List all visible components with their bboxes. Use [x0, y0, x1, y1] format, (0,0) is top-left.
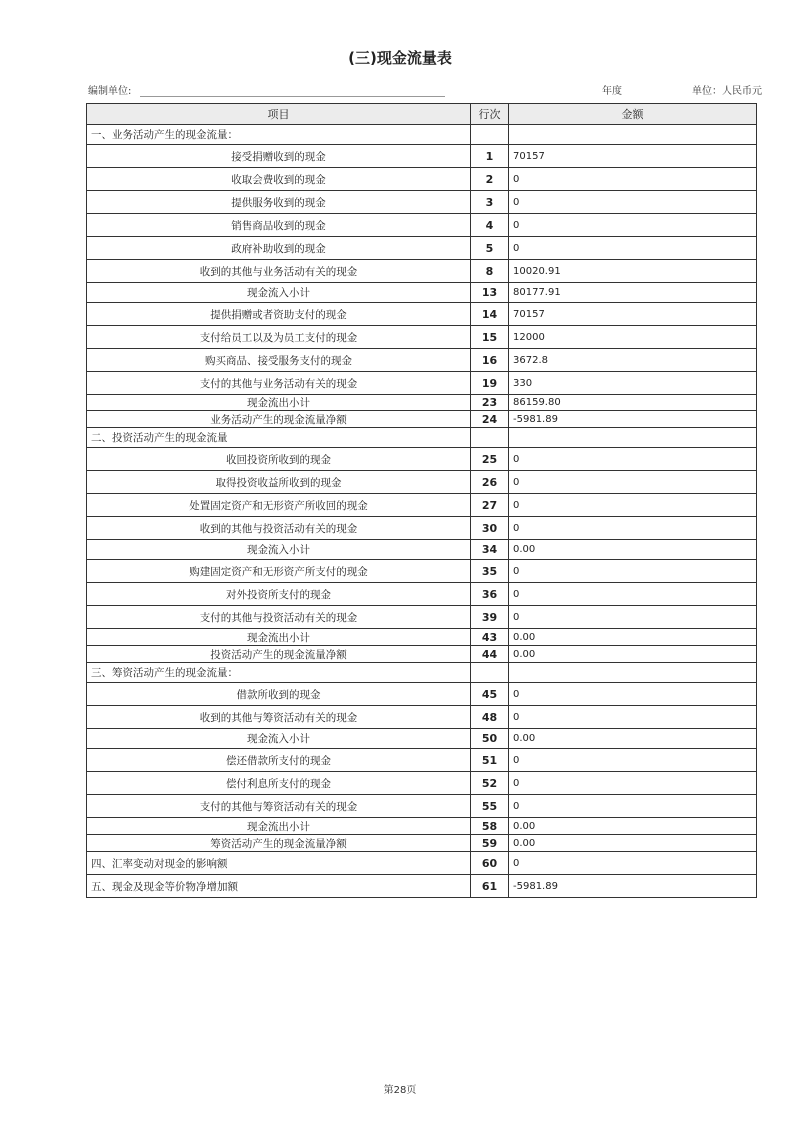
row-amount: 0	[509, 749, 757, 772]
row-line-number: 3	[471, 191, 509, 214]
row-item: 二、投资活动产生的现金流量	[87, 428, 471, 448]
row-line-number: 36	[471, 583, 509, 606]
table-row	[87, 663, 757, 683]
row-amount: 0	[509, 852, 757, 875]
row-item: 收回投资所收到的现金	[87, 448, 471, 471]
table-row	[87, 629, 757, 646]
row-amount: 0.00	[509, 540, 757, 560]
row-line-number: 15	[471, 326, 509, 349]
table-row	[87, 583, 757, 606]
row-item: 支付给员工以及为员工支付的现金	[87, 326, 471, 349]
row-amount: 0	[509, 494, 757, 517]
row-line-number: 26	[471, 471, 509, 494]
row-amount: 330	[509, 372, 757, 395]
row-line-number: 14	[471, 303, 509, 326]
cash-flow-table	[86, 103, 757, 898]
row-line-number	[471, 428, 509, 448]
page-number: 第28页	[383, 1085, 417, 1096]
table-row	[87, 875, 757, 898]
row-line-number: 4	[471, 214, 509, 237]
table-row	[87, 517, 757, 540]
row-amount: 0	[509, 168, 757, 191]
row-amount	[509, 125, 757, 145]
row-amount: 0.00	[509, 729, 757, 749]
row-line-number: 23	[471, 395, 509, 411]
row-line-number: 1	[471, 145, 509, 168]
table-row	[87, 214, 757, 237]
row-item: 对外投资所支付的现金	[87, 583, 471, 606]
row-amount: 0	[509, 683, 757, 706]
row-line-number: 60	[471, 852, 509, 875]
row-line-number: 5	[471, 237, 509, 260]
table-row	[87, 303, 757, 326]
row-amount: -5981.89	[509, 875, 757, 898]
row-amount: 70157	[509, 303, 757, 326]
row-item: 偿付利息所支付的现金	[87, 772, 471, 795]
row-amount: 0	[509, 517, 757, 540]
row-line-number: 39	[471, 606, 509, 629]
row-line-number: 8	[471, 260, 509, 283]
row-amount: 0.00	[509, 835, 757, 852]
row-amount	[509, 663, 757, 683]
table-row	[87, 835, 757, 852]
row-amount: 0.00	[509, 629, 757, 646]
row-item: 投资活动产生的现金流量净额	[87, 646, 471, 663]
table-row	[87, 795, 757, 818]
table-row	[87, 395, 757, 411]
table-row	[87, 145, 757, 168]
row-line-number: 13	[471, 283, 509, 303]
table-row	[87, 560, 757, 583]
table-row	[87, 260, 757, 283]
table-row	[87, 237, 757, 260]
row-amount: 0	[509, 448, 757, 471]
row-item: 收到的其他与业务活动有关的现金	[87, 260, 471, 283]
row-line-number	[471, 663, 509, 683]
row-item: 购买商品、接受服务支付的现金	[87, 349, 471, 372]
table-row	[87, 683, 757, 706]
row-line-number: 48	[471, 706, 509, 729]
row-item: 收取会费收到的现金	[87, 168, 471, 191]
row-item: 三、筹资活动产生的现金流量：	[87, 663, 471, 683]
row-item: 筹资活动产生的现金流量净额	[87, 835, 471, 852]
year-label: 年度	[602, 86, 622, 97]
table-row	[87, 372, 757, 395]
row-item: 销售商品收到的现金	[87, 214, 471, 237]
table-header-row	[87, 104, 757, 125]
row-line-number: 2	[471, 168, 509, 191]
row-item: 接受捐赠收到的现金	[87, 145, 471, 168]
row-item: 五、现金及现金等价物净增加额	[87, 875, 471, 898]
row-amount: 10020.91	[509, 260, 757, 283]
page-title: (三)现金流量表	[348, 49, 452, 67]
table-row	[87, 706, 757, 729]
row-line-number: 25	[471, 448, 509, 471]
table-row	[87, 191, 757, 214]
row-item: 现金流出小计	[87, 395, 471, 411]
row-line-number: 19	[471, 372, 509, 395]
row-item: 现金流入小计	[87, 540, 471, 560]
row-item: 四、汇率变动对现金的影响额	[87, 852, 471, 875]
row-item: 政府补助收到的现金	[87, 237, 471, 260]
table-row	[87, 646, 757, 663]
row-line-number	[471, 125, 509, 145]
row-line-number: 16	[471, 349, 509, 372]
row-amount: 12000	[509, 326, 757, 349]
table-row	[87, 283, 757, 303]
table-row	[87, 729, 757, 749]
row-line-number: 52	[471, 772, 509, 795]
row-item: 现金流出小计	[87, 629, 471, 646]
row-line-number: 44	[471, 646, 509, 663]
unit-label: 单位：人民币元	[692, 86, 762, 97]
table-row	[87, 326, 757, 349]
row-line-number: 59	[471, 835, 509, 852]
table-row	[87, 772, 757, 795]
row-line-number: 35	[471, 560, 509, 583]
row-item: 借款所收到的现金	[87, 683, 471, 706]
row-item: 处置固定资产和无形资产所收回的现金	[87, 494, 471, 517]
table-row	[87, 428, 757, 448]
row-line-number: 30	[471, 517, 509, 540]
table-row	[87, 606, 757, 629]
row-amount: 0	[509, 214, 757, 237]
table-row	[87, 852, 757, 875]
row-item: 偿还借款所支付的现金	[87, 749, 471, 772]
row-line-number: 24	[471, 411, 509, 428]
row-line-number: 50	[471, 729, 509, 749]
table-row	[87, 471, 757, 494]
row-item: 业务活动产生的现金流量净额	[87, 411, 471, 428]
org-blank-line	[140, 96, 445, 97]
row-item: 支付的其他与业务活动有关的现金	[87, 372, 471, 395]
header-amount: 金额	[509, 104, 757, 125]
row-amount: -5981.89	[509, 411, 757, 428]
row-item: 现金流出小计	[87, 818, 471, 835]
table-row	[87, 818, 757, 835]
table-row	[87, 168, 757, 191]
row-amount: 80177.91	[509, 283, 757, 303]
row-amount: 0	[509, 560, 757, 583]
row-item: 购建固定资产和无形资产所支付的现金	[87, 560, 471, 583]
table-row	[87, 749, 757, 772]
table-row	[87, 125, 757, 145]
row-line-number: 27	[471, 494, 509, 517]
table-row	[87, 540, 757, 560]
row-amount: 0	[509, 795, 757, 818]
row-item: 提供捐赠或者资助支付的现金	[87, 303, 471, 326]
row-amount: 0.00	[509, 646, 757, 663]
row-amount: 0	[509, 706, 757, 729]
row-item: 支付的其他与投资活动有关的现金	[87, 606, 471, 629]
header-line: 行次	[471, 104, 509, 125]
row-item: 取得投资收益所收到的现金	[87, 471, 471, 494]
row-amount: 0	[509, 471, 757, 494]
row-amount: 86159.80	[509, 395, 757, 411]
row-line-number: 43	[471, 629, 509, 646]
row-amount: 0	[509, 583, 757, 606]
row-item: 一、业务活动产生的现金流量：	[87, 125, 471, 145]
table-row	[87, 349, 757, 372]
table-row	[87, 448, 757, 471]
table-row	[87, 494, 757, 517]
row-amount: 0	[509, 606, 757, 629]
header-item: 项目	[87, 104, 471, 125]
org-label: 编制单位:	[88, 86, 132, 97]
table-row	[87, 411, 757, 428]
row-line-number: 58	[471, 818, 509, 835]
row-line-number: 34	[471, 540, 509, 560]
row-line-number: 51	[471, 749, 509, 772]
row-amount: 0.00	[509, 818, 757, 835]
row-amount: 0	[509, 772, 757, 795]
row-amount	[509, 428, 757, 448]
row-item: 现金流入小计	[87, 283, 471, 303]
row-item: 提供服务收到的现金	[87, 191, 471, 214]
row-amount: 70157	[509, 145, 757, 168]
row-amount: 0	[509, 237, 757, 260]
row-item: 现金流入小计	[87, 729, 471, 749]
row-item: 收到的其他与筹资活动有关的现金	[87, 706, 471, 729]
row-line-number: 61	[471, 875, 509, 898]
row-item: 支付的其他与筹资活动有关的现金	[87, 795, 471, 818]
row-line-number: 45	[471, 683, 509, 706]
row-amount: 0	[509, 191, 757, 214]
row-amount: 3672.8	[509, 349, 757, 372]
row-item: 收到的其他与投资活动有关的现金	[87, 517, 471, 540]
row-line-number: 55	[471, 795, 509, 818]
